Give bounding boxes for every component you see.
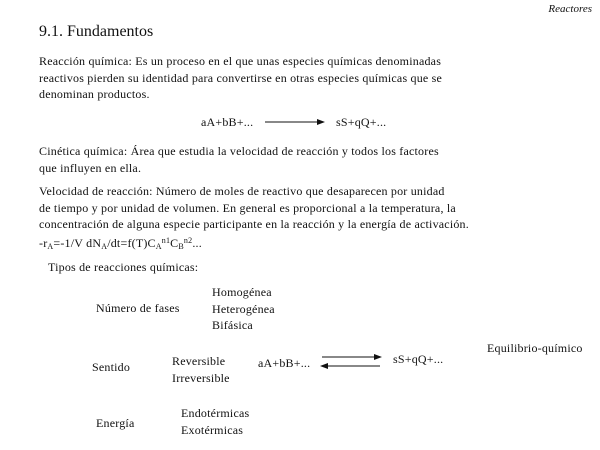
definition-velocidad-reaccion (39, 183, 469, 255)
option-homogenea: Homogénea (212, 285, 272, 299)
option-irreversible: Irreversible (172, 370, 230, 385)
equilibrium-arrows-icon (320, 352, 382, 372)
category-energia-label: Energía (96, 416, 135, 430)
reaction-reactants: aA+bB+... (201, 115, 254, 129)
text-line: de tiempo y por unidad de volumen. En general es proporcional a la temperatura, la (39, 200, 456, 215)
option-bifasica: Bifásica (212, 318, 253, 332)
option-heterogenea: Heterogénea (212, 301, 275, 316)
section-header: Reactores (548, 3, 592, 15)
equilibrium-products: sS+qQ+... (393, 352, 444, 366)
text-line: que influyen en ella. (39, 160, 142, 175)
text-line: concentración de alguna especie participante en la reacción y la energía de activación. (39, 217, 469, 231)
option-endotermicas: Endotérmicas (181, 406, 250, 420)
equilibrium-note: Equilibrio-químico (487, 341, 583, 355)
text-line: reactivos pierden su identidad para convertirse en otras especies químicas que se (39, 70, 443, 85)
category-fases-label: Número de fases (96, 301, 180, 315)
option-reversible: Reversible (172, 354, 226, 368)
reaction-arrow (265, 117, 325, 127)
section-title: 9.1. Fundamentos (39, 23, 154, 40)
types-heading: Tipos de reacciones químicas: (48, 260, 199, 274)
definition-cinetica-quimica (39, 143, 439, 176)
text-line: Reacción química: Es un proceso en el que unas especies químicas denominadas (39, 54, 442, 68)
equilibrium-reactants: aA+bB+... (258, 356, 311, 370)
text-line: denominan productos. (39, 87, 150, 101)
rate-formula: $-r_A=-1/V$ $dN_A/dt=f(T)C_A^{n1}C_B^{n2}$... (39, 235, 202, 251)
definition-reaccion-quimica (39, 53, 442, 103)
option-exotermicas: Exotérmicas (181, 422, 244, 437)
category-energia-options (181, 405, 249, 438)
text-line: Velocidad de reacción: Número de moles de reactivo que desaparecen por unidad (39, 184, 445, 198)
category-fases-options (212, 284, 275, 334)
text-line: Cinética química: Área que estudia la velocidad de reacción y todos los factores (39, 144, 439, 158)
category-sentido-label: Sentido (92, 360, 131, 374)
reaction-products: sS+qQ+... (336, 115, 387, 129)
category-sentido-options (172, 353, 230, 386)
